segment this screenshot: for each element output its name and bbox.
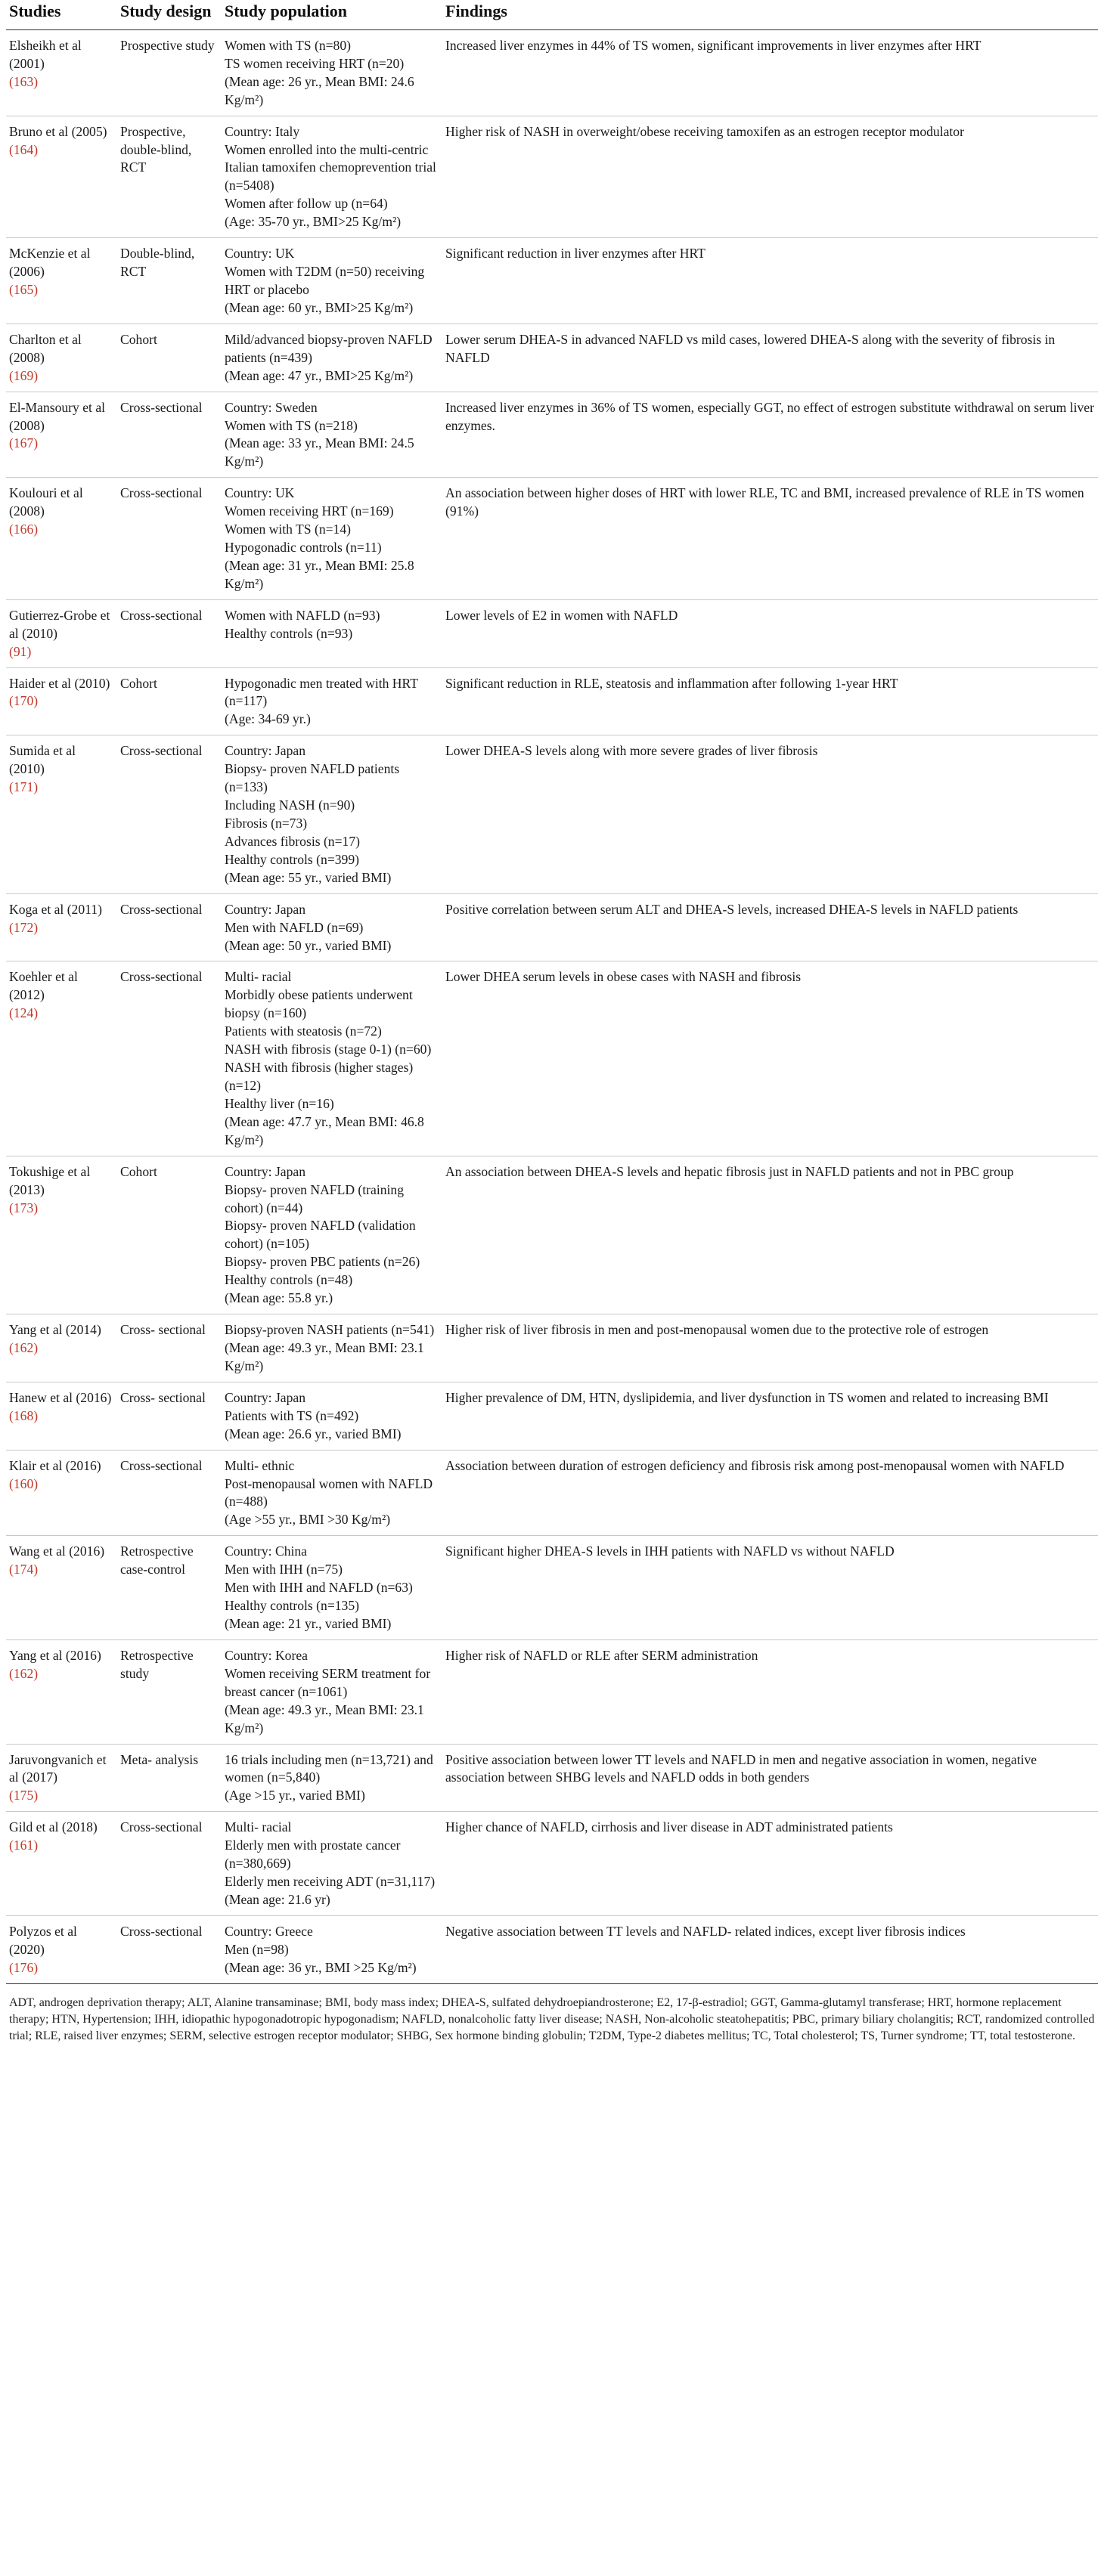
study-population <box>222 238 442 324</box>
study-cell <box>6 735 117 893</box>
study-population <box>222 1314 442 1382</box>
header-study-population: Study population <box>222 0 442 29</box>
table-row <box>6 324 1098 392</box>
reference-link[interactable]: (174) <box>9 1562 39 1577</box>
study-population <box>222 1536 442 1640</box>
table-row <box>6 478 1098 600</box>
study-findings: Association between duration of estrogen deficiency and fibrosis risk among post-menopausal women with NAFLD <box>442 1450 1098 1536</box>
population-line: Biopsy-proven NASH patients (n=541) <box>225 1322 435 1338</box>
population-line: Women with NAFLD (n=93) <box>225 607 380 623</box>
study-design: Cohort <box>117 1156 222 1314</box>
population-line: Women with TS (n=80) <box>225 37 352 53</box>
study-author: Gild et al (2018) <box>9 1819 98 1835</box>
table-row <box>6 238 1098 324</box>
population-line: Country: UK <box>225 485 295 501</box>
study-author: Bruno et al (2005) <box>9 123 107 139</box>
population-line: Multi- ethnic <box>225 1457 295 1473</box>
study-design: Cross-sectional <box>117 735 222 893</box>
population-line: Biopsy- proven PBC patients (n=26) <box>225 1254 420 1270</box>
study-findings: Positive correlation between serum ALT and DHEA-S levels, increased DHEA-S levels in NAFLD patients <box>442 893 1098 961</box>
study-cell <box>6 392 117 478</box>
study-design: Cross- sectional <box>117 1382 222 1450</box>
table-body <box>6 29 1098 1983</box>
reference-link[interactable]: (172) <box>9 919 39 935</box>
population-line: Women with T2DM (n=50) receiving HRT or placebo <box>225 264 425 297</box>
reference-link[interactable]: (167) <box>9 435 39 451</box>
table-row <box>6 1156 1098 1314</box>
study-cell <box>6 1812 117 1916</box>
study-findings: Higher risk of liver fibrosis in men and post-menopausal women due to the protective role of estrogen <box>442 1314 1098 1382</box>
population-line: NASH with fibrosis (stage 0-1) (n=60) <box>225 1042 432 1057</box>
population-line: (Mean age: 47.7 yr., Mean BMI: 46.8 Kg/m²) <box>225 1113 424 1147</box>
study-findings: Higher chance of NAFLD, cirrhosis and liver disease in ADT administrated patients <box>442 1812 1098 1916</box>
population-line: Women after follow up (n=64) <box>225 196 388 212</box>
reference-link[interactable]: (160) <box>9 1475 39 1491</box>
table-row <box>6 667 1098 735</box>
study-findings: Higher prevalence of DM, HTN, dyslipidemia, and liver dysfunction in TS women and related to increasing BMI <box>442 1382 1098 1450</box>
population-line: Country: Korea <box>225 1647 308 1663</box>
study-design: Cohort <box>117 324 222 392</box>
study-population <box>222 893 442 961</box>
study-population <box>222 1915 442 1983</box>
study-author: Koehler et al (2012) <box>9 969 78 1003</box>
population-line: Hypogonadic controls (n=11) <box>225 540 382 556</box>
study-design: Cross-sectional <box>117 478 222 600</box>
population-line: Patients with TS (n=492) <box>225 1407 359 1423</box>
population-line: Biopsy- proven NAFLD patients (n=133) <box>225 761 400 795</box>
population-line: Women enrolled into the multi-centric <box>225 141 429 157</box>
study-author: Klair et al (2016) <box>9 1457 101 1473</box>
population-line: Men with NAFLD (n=69) <box>225 919 364 935</box>
population-line: Morbidly obese patients underwent biopsy (n=160) <box>225 987 413 1021</box>
reference-link[interactable]: (168) <box>9 1407 39 1423</box>
population-line: Women with TS (n=218) <box>225 417 358 433</box>
study-population <box>222 1156 442 1314</box>
study-cell <box>6 893 117 961</box>
reference-link[interactable]: (91) <box>9 643 32 659</box>
study-author: Charlton et al (2008) <box>9 331 82 365</box>
reference-link[interactable]: (124) <box>9 1005 39 1021</box>
study-cell <box>6 29 117 116</box>
reference-link[interactable]: (166) <box>9 522 39 537</box>
population-line: Country: Japan <box>225 1389 306 1405</box>
population-line: NASH with fibrosis (higher stages) (n=12) <box>225 1060 414 1093</box>
study-population <box>222 1382 442 1450</box>
study-cell <box>6 1744 117 1812</box>
table-row <box>6 1536 1098 1640</box>
study-cell <box>6 961 117 1156</box>
population-line: (Mean age: 60 yr., BMI>25 Kg/m²) <box>225 299 414 315</box>
study-findings: Higher risk of NASH in overweight/obese receiving tamoxifen as an estrogen receptor modulator <box>442 116 1098 238</box>
population-line: (Mean age: 55 yr., varied BMI) <box>225 869 392 885</box>
population-line: 16 trials including men (n=13,721) and women (n=5,840) <box>225 1751 433 1785</box>
study-design: Retrospective study <box>117 1639 222 1744</box>
table-row <box>6 1915 1098 1983</box>
study-author: Haider et al (2010) <box>9 675 110 691</box>
study-findings: Lower DHEA serum levels in obese cases with NASH and fibrosis <box>442 961 1098 1156</box>
study-cell <box>6 599 117 667</box>
population-line: Men with IHH and NAFLD (n=63) <box>225 1580 413 1596</box>
study-design: Cross-sectional <box>117 961 222 1156</box>
study-findings: Lower serum DHEA-S in advanced NAFLD vs mild cases, lowered DHEA-S along with the severity of fibrosis in NAFLD <box>442 324 1098 392</box>
population-line: (Mean age: 21 yr., varied BMI) <box>225 1615 392 1631</box>
study-population <box>222 735 442 893</box>
population-line: Advances fibrosis (n=17) <box>225 833 360 849</box>
reference-link[interactable]: (165) <box>9 281 39 297</box>
table-row <box>6 735 1098 893</box>
study-author: Koulouri et al (2008) <box>9 485 83 519</box>
study-population <box>222 961 442 1156</box>
study-population <box>222 29 442 116</box>
header-studies: Studies <box>6 0 117 29</box>
reference-link[interactable]: (169) <box>9 367 39 383</box>
population-line: Elderly men with prostate cancer (n=380,669) <box>225 1838 401 1872</box>
study-cell <box>6 478 117 600</box>
population-line: (Age >55 yr., BMI >30 Kg/m²) <box>225 1512 391 1528</box>
table-row <box>6 1639 1098 1744</box>
reference-link[interactable]: (164) <box>9 141 39 157</box>
study-findings: Increased liver enzymes in 44% of TS women, significant improvements in liver enzymes after HRT <box>442 29 1098 116</box>
population-line: Hypogonadic men treated with HRT (n=117) <box>225 675 418 709</box>
study-design: Cross- sectional <box>117 1314 222 1382</box>
study-population <box>222 324 442 392</box>
population-line: Country: Sweden <box>225 399 318 415</box>
population-line: Country: Italy <box>225 123 300 139</box>
population-line: Including NASH (n=90) <box>225 797 355 813</box>
study-author: Yang et al (2014) <box>9 1322 101 1338</box>
population-line: Men with IHH (n=75) <box>225 1562 343 1577</box>
reference-link[interactable]: (162) <box>9 1665 39 1681</box>
reference-link[interactable]: (162) <box>9 1339 39 1355</box>
study-design: Cross-sectional <box>117 893 222 961</box>
population-line: Post-menopausal women with NAFLD (n=488) <box>225 1475 433 1509</box>
study-population <box>222 667 442 735</box>
population-line: (Mean age: 33 yr., Mean BMI: 24.5 Kg/m²) <box>225 435 414 469</box>
study-population <box>222 1639 442 1744</box>
population-line: Healthy controls (n=93) <box>225 625 353 641</box>
study-population <box>222 1812 442 1916</box>
population-line: Country: UK <box>225 246 295 262</box>
population-line: (Mean age: 31 yr., Mean BMI: 25.8 Kg/m²) <box>225 557 414 591</box>
table-row <box>6 392 1098 478</box>
study-population <box>222 599 442 667</box>
population-line: Fibrosis (n=73) <box>225 816 308 831</box>
reference-link[interactable]: (173) <box>9 1200 39 1215</box>
study-population <box>222 1450 442 1536</box>
reference-link[interactable]: (171) <box>9 779 39 795</box>
table-row <box>6 29 1098 116</box>
study-design: Retrospective case-control <box>117 1536 222 1640</box>
population-line: Men (n=98) <box>225 1941 289 1957</box>
population-line: Italian tamoxifen chemoprevention trial (n=5408) <box>225 159 436 194</box>
population-line: (Mean age: 36 yr., BMI >25 Kg/m²) <box>225 1959 417 1975</box>
study-cell <box>6 1915 117 1983</box>
reference-link[interactable]: (170) <box>9 693 39 709</box>
population-line: Country: Japan <box>225 901 306 917</box>
population-line: Women receiving SERM treatment for breast cancer (n=1061) <box>225 1665 431 1699</box>
population-line: (Mean age: 21.6 yr) <box>225 1891 330 1907</box>
study-cell <box>6 1639 117 1744</box>
table-row <box>6 1382 1098 1450</box>
population-line: Healthy liver (n=16) <box>225 1095 334 1111</box>
studies-table <box>6 0 1098 1984</box>
population-line: Multi- racial <box>225 969 292 985</box>
study-cell <box>6 1536 117 1640</box>
study-findings: An association between higher doses of HRT with lower RLE, TC and BMI, increased prevalence of RLE in TS women (91%) <box>442 478 1098 600</box>
study-design: Double-blind, RCT <box>117 238 222 324</box>
study-author: Wang et al (2016) <box>9 1543 105 1559</box>
header-findings: Findings <box>442 0 1098 29</box>
table-row <box>6 599 1098 667</box>
header-study-design: Study design <box>117 0 222 29</box>
study-design: Prospective study <box>117 29 222 116</box>
population-line: Country: Japan <box>225 743 306 759</box>
study-population <box>222 392 442 478</box>
study-findings: Lower DHEA-S levels along with more severe grades of liver fibrosis <box>442 735 1098 893</box>
table-row <box>6 961 1098 1156</box>
study-findings: Higher risk of NAFLD or RLE after SERM administration <box>442 1639 1098 1744</box>
table-row <box>6 1450 1098 1536</box>
study-author: Jaruvongvanich et al (2017) <box>9 1751 107 1785</box>
study-design: Cross-sectional <box>117 1812 222 1916</box>
study-findings: Significant reduction in RLE, steatosis and inflammation after following 1-year HRT <box>442 667 1098 735</box>
population-line: Women with TS (n=14) <box>225 522 352 537</box>
study-findings: Negative association between TT levels and NAFLD- related indices, except liver fibrosis indices <box>442 1915 1098 1983</box>
study-author: Hanew et al (2016) <box>9 1389 112 1405</box>
study-author: Polyzos et al (2020) <box>9 1923 77 1957</box>
study-findings: Lower levels of E2 in women with NAFLD <box>442 599 1098 667</box>
population-line: Biopsy- proven NAFLD (validation cohort) (n=105) <box>225 1218 416 1252</box>
study-findings: Significant higher DHEA-S levels in IHH patients with NAFLD vs without NAFLD <box>442 1536 1098 1640</box>
study-design: Cross-sectional <box>117 599 222 667</box>
study-design: Cross-sectional <box>117 392 222 478</box>
study-author: Tokushige et al (2013) <box>9 1163 91 1197</box>
reference-link[interactable]: (161) <box>9 1838 39 1853</box>
population-line: (Mean age: 50 yr., varied BMI) <box>225 937 392 953</box>
population-line: (Mean age: 49.3 yr., Mean BMI: 23.1 Kg/m²) <box>225 1339 424 1373</box>
study-cell <box>6 1382 117 1450</box>
population-line: Biopsy- proven NAFLD (training cohort) (n=44) <box>225 1181 405 1215</box>
study-design: Meta- analysis <box>117 1744 222 1812</box>
study-cell <box>6 1450 117 1536</box>
study-cell <box>6 238 117 324</box>
population-line: (Age >15 yr., varied BMI) <box>225 1788 365 1804</box>
study-population <box>222 1744 442 1812</box>
population-line: (Age: 35-70 yr., BMI>25 Kg/m²) <box>225 214 402 230</box>
study-author: McKenzie et al (2006) <box>9 246 91 280</box>
population-line: Country: Greece <box>225 1923 313 1939</box>
population-line: Healthy controls (n=135) <box>225 1598 359 1614</box>
reference-link[interactable]: (163) <box>9 73 39 89</box>
table-row <box>6 893 1098 961</box>
study-author: Sumida et al (2010) <box>9 743 76 777</box>
table-row <box>6 1744 1098 1812</box>
study-author: Koga et al (2011) <box>9 901 102 917</box>
reference-link[interactable]: (175) <box>9 1788 39 1804</box>
population-line: Healthy controls (n=48) <box>225 1272 353 1288</box>
population-line: TS women receiving HRT (n=20) <box>225 55 405 71</box>
study-author: El-Mansoury et al (2008) <box>9 399 106 433</box>
population-line: (Mean age: 55.8 yr.) <box>225 1290 333 1306</box>
population-line: (Mean age: 49.3 yr., Mean BMI: 23.1 Kg/m²) <box>225 1701 424 1735</box>
study-design: Cross-sectional <box>117 1450 222 1536</box>
study-cell <box>6 1156 117 1314</box>
population-line: Elderly men receiving ADT (n=31,117) <box>225 1874 436 1890</box>
population-line: (Mean age: 26.6 yr., varied BMI) <box>225 1426 402 1441</box>
population-line: Country: China <box>225 1543 307 1559</box>
population-line: Mild/advanced biopsy-proven NAFLD patients (n=439) <box>225 331 433 365</box>
study-author: Elsheikh et al (2001) <box>9 37 82 71</box>
study-design: Cohort <box>117 667 222 735</box>
population-line: (Mean age: 47 yr., BMI>25 Kg/m²) <box>225 367 414 383</box>
study-cell <box>6 116 117 238</box>
study-population <box>222 478 442 600</box>
study-author: Yang et al (2016) <box>9 1647 101 1663</box>
population-line: Women receiving HRT (n=169) <box>225 503 394 519</box>
study-design: Cross-sectional <box>117 1915 222 1983</box>
population-line: Multi- racial <box>225 1819 292 1835</box>
study-design: Prospective, double-blind, RCT <box>117 116 222 238</box>
table-row <box>6 1812 1098 1916</box>
population-line: (Age: 34-69 yr.) <box>225 711 311 727</box>
population-line: Healthy controls (n=399) <box>225 851 359 867</box>
study-findings: Increased liver enzymes in 36% of TS women, especially GGT, no effect of estrogen substitute withdrawal on serum liver enzymes. <box>442 392 1098 478</box>
study-findings: An association between DHEA-S levels and hepatic fibrosis just in NAFLD patients and not in PBC group <box>442 1156 1098 1314</box>
population-line: (Mean age: 26 yr., Mean BMI: 24.6 Kg/m²) <box>225 73 414 107</box>
table-footnote: ADT, androgen deprivation therapy; ALT, Alanine transaminase; BMI, body mass index; DHEA-S, sulfated dehydroepiandrosterone; E2, 17-β-estradiol; GGT, Gamma-glutamyl transferase; HRT, hormone replacement therapy; HTN, Hypertension; IHH, idiopathic hypogonadotropic hypogonadism; NAFLD, nonalcoholic fatty liver disease; NASH, Non-alcoholic steatohepatitis; PBC, primary biliary cholangitis; RCT, randomized controlled trial; RLE, raised liver enzymes; SERM, selective estrogen receptor modulator; SHBG, Sex hormone binding globulin; T2DM, Type-2 diabetes mellitus; TC, Total cholesterol; TS, Turner syndrome; TT, total testosterone. <box>9 1995 1095 2042</box>
study-cell <box>6 324 117 392</box>
study-findings: Positive association between lower TT levels and NAFLD in men and negative association in women, negative association between SHBG levels and NAFLD odds in both genders <box>442 1744 1098 1812</box>
reference-link[interactable]: (176) <box>9 1959 39 1975</box>
table-row <box>6 116 1098 238</box>
population-line: Country: Japan <box>225 1163 306 1179</box>
study-cell <box>6 1314 117 1382</box>
table-row <box>6 1314 1098 1382</box>
study-cell <box>6 667 117 735</box>
population-line: Patients with steatosis (n=72) <box>225 1023 382 1039</box>
study-author: Gutierrez-Grobe et al (2010) <box>9 607 110 641</box>
study-findings: Significant reduction in liver enzymes after HRT <box>442 238 1098 324</box>
study-population <box>222 116 442 238</box>
header-row <box>6 0 1098 29</box>
